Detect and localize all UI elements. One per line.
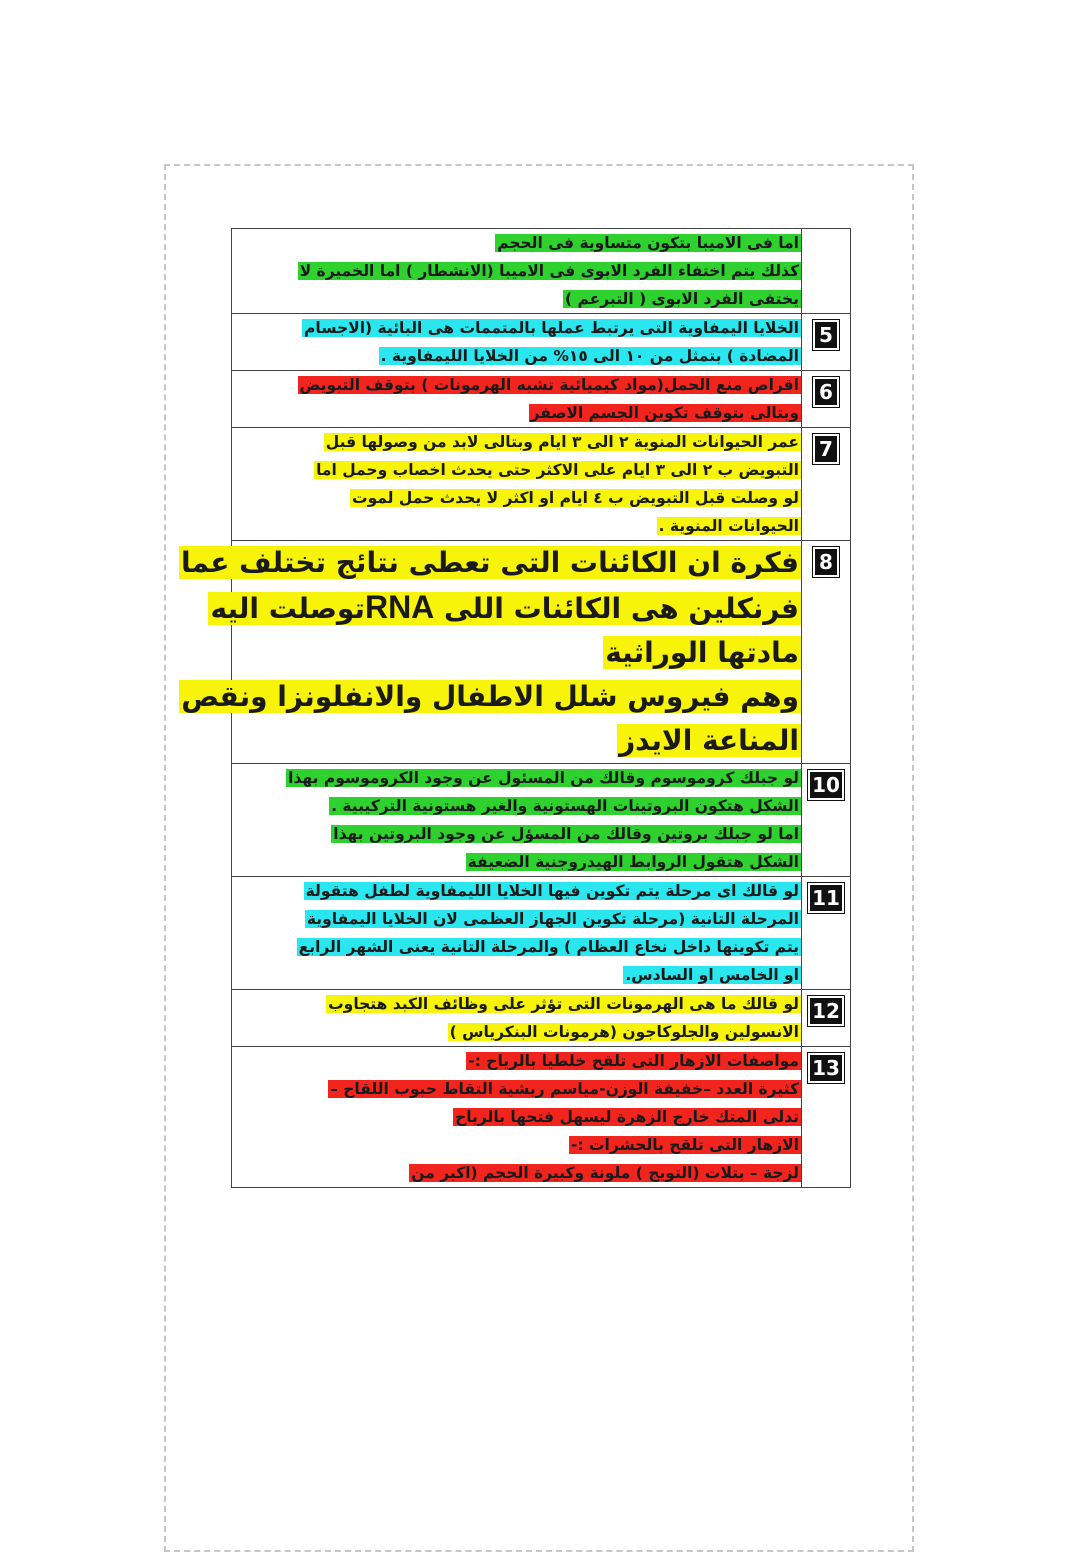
row-text-cell bbox=[232, 764, 802, 877]
highlighted-line: او الخامس او السادس. bbox=[625, 966, 799, 984]
highlighted-line: الانسولين والجلوكاجون (هرمونات البنكرياس ) bbox=[449, 1023, 799, 1041]
highlighted-line: لو وصلت قبل التبويض ب ٤ ايام او اكثر لا يحدث حمل لموت bbox=[352, 489, 799, 507]
highlighted-line: كثيرة العدد –خفيفة الوزن-مياسم ريشية التقاط حبوب اللقاح – bbox=[330, 1080, 799, 1098]
highlighted-line: وهم فيروس شلل الاطفال والانفلونزا ونقص bbox=[181, 680, 799, 713]
highlighted-line: لو قالك ما هى الهرمونات التى تؤثر على وظائف الكبد هتجاوب bbox=[328, 995, 799, 1013]
row-number-cell bbox=[802, 877, 851, 990]
row-text-cell bbox=[232, 877, 802, 990]
highlighted-line: يختفى الفرد الابوى ( التبرعم ) bbox=[565, 290, 799, 308]
highlighted-line: المرحلة التانية (مرحلة تكوين الجهاز العظمى لان الخلايا اليمفاوية bbox=[306, 910, 799, 928]
highlighted-line: عمر الحيوانات المنوية ٢ الى ٣ ايام وبتالى لابد من وصولها قبل bbox=[325, 433, 799, 451]
row-text-cell bbox=[232, 314, 802, 371]
note-row bbox=[232, 990, 851, 1047]
highlighted-line: فكرة ان الكائنات التى تعطى نتائج تختلف عما bbox=[180, 546, 799, 579]
highlighted-line: فرنكلين هى الكائنات اللى RNAتوصلت اليه bbox=[210, 589, 799, 625]
highlighted-line: المناعة الايدز bbox=[619, 724, 799, 757]
row-text-cell bbox=[180, 541, 802, 764]
note-row bbox=[232, 877, 851, 990]
highlighted-line: اما لو جبلك بروتين وقالك من المسؤل عن وجود البروتين بهذا bbox=[333, 825, 799, 843]
note-row bbox=[232, 314, 851, 371]
highlighted-line: لو قالك اى مرحلة يتم تكوين فيها الخلايا الليمفاوية لطفل هتقولة bbox=[305, 882, 799, 900]
notes-table-body bbox=[180, 229, 851, 1188]
row-number-cell bbox=[802, 371, 851, 428]
highlighted-line: يتم تكوينها داخل نخاع العظام ) والمرحلة التانية يعنى الشهر الرابع bbox=[298, 938, 799, 956]
row-number: 11 bbox=[808, 883, 844, 913]
highlighted-line: الخلايا اليمفاوية التى يرتبط عملها بالمتممات هى البائية (الاجسام bbox=[304, 319, 799, 337]
row-number-cell bbox=[802, 764, 851, 877]
highlighted-line: الازهار التى تلقح بالحشرات :- bbox=[570, 1136, 799, 1154]
row-number: 6 bbox=[813, 377, 839, 407]
highlighted-line: مادتها الوراثية bbox=[605, 636, 799, 669]
row-number: 8 bbox=[813, 547, 839, 577]
row-text-cell bbox=[232, 229, 802, 314]
row-text-cell bbox=[232, 428, 802, 541]
row-number: 7 bbox=[813, 434, 839, 464]
row-text-cell bbox=[232, 990, 802, 1047]
row-number-cell bbox=[802, 541, 851, 764]
highlighted-line: مواصفات الازهار التى تلقح خلطيا بالرياح :- bbox=[468, 1052, 799, 1070]
row-number: 12 bbox=[808, 996, 844, 1026]
highlighted-line: المضادة ) بتمثل من ١٠ الى ١٥% من الخلايا الليمفاوية . bbox=[380, 347, 799, 365]
highlighted-line: التبويض ب ٢ الى ٣ ايام على الاكثر حتى يحدث اخصاب وحمل اما bbox=[316, 461, 799, 479]
highlighted-line: لو جبلك كروموسوم وقالك من المسئول عن وجود الكروموسوم بهذا bbox=[288, 769, 799, 787]
notes-table bbox=[180, 228, 851, 1188]
note-row bbox=[232, 1047, 851, 1188]
highlighted-line: الشكل هتقول الروابط الهيدروجنية الضعيفة bbox=[467, 853, 799, 871]
note-row bbox=[232, 428, 851, 541]
note-row bbox=[232, 229, 851, 314]
row-number: 5 bbox=[813, 320, 839, 350]
highlighted-line: اقراص منع الحمل(مواد كيميائية تشبه الهرمونات ) بتوقف التبويض bbox=[299, 376, 799, 394]
highlighted-line: الشكل هتكون البروتينات الهستونية والغير هستونية التركيبية . bbox=[331, 797, 799, 815]
highlighted-line: لزجة – بتلات (التويج ) ملونة وكبيرة الحجم (اكبر من bbox=[411, 1164, 799, 1182]
highlighted-line: اما فى الاميبا بتكون متساوية فى الحجم bbox=[497, 234, 799, 252]
note-row bbox=[232, 371, 851, 428]
row-number: 13 bbox=[808, 1053, 844, 1083]
row-number-cell bbox=[802, 990, 851, 1047]
row-text-cell bbox=[232, 371, 802, 428]
row-number: 10 bbox=[808, 770, 844, 800]
highlighted-line: تدلى المتك خارج الزهرة ليسهل فتحها بالرياح bbox=[455, 1108, 799, 1126]
row-number-cell bbox=[802, 1047, 851, 1188]
highlighted-line: الحيوانات المنوية . bbox=[658, 517, 799, 535]
highlighted-line: وبتالى بتوقف تكوين الجسم الاصفر bbox=[530, 404, 799, 422]
row-number-cell bbox=[802, 229, 851, 314]
note-row bbox=[232, 541, 851, 764]
row-text-cell bbox=[232, 1047, 802, 1188]
row-number-cell bbox=[802, 428, 851, 541]
note-row bbox=[232, 764, 851, 877]
row-number-cell bbox=[802, 314, 851, 371]
highlighted-line: كذلك يتم اختفاء الفرد الابوى فى الاميبا (الانشطار ) اما الخميرة لا bbox=[299, 262, 799, 280]
